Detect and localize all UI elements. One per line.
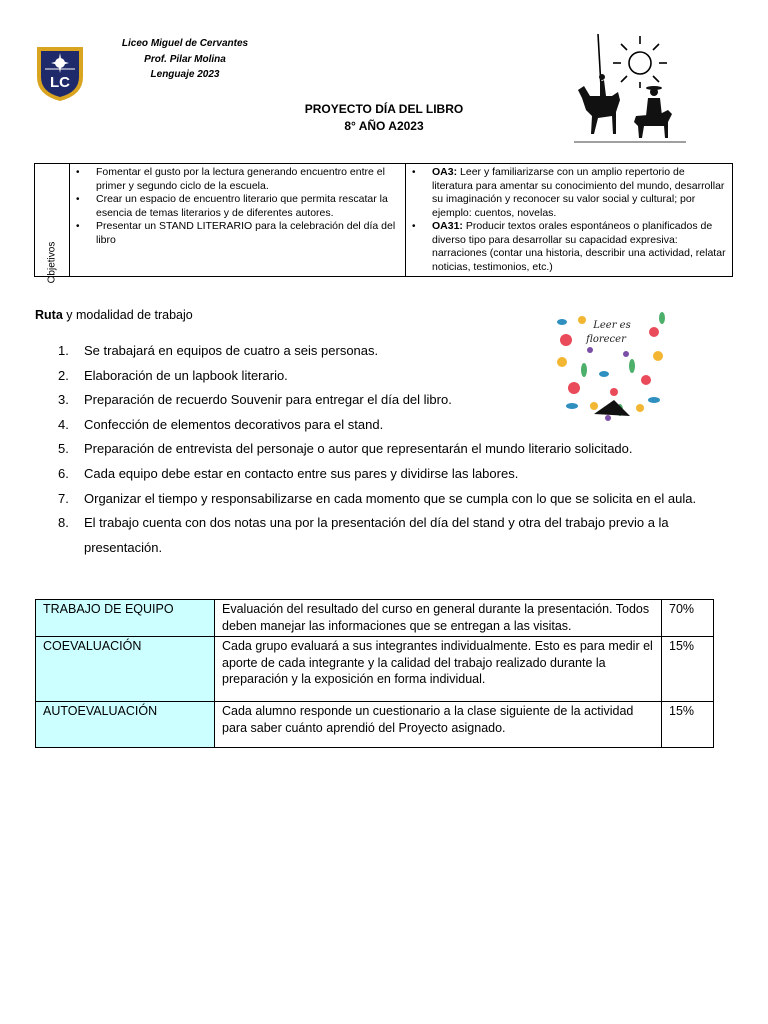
route-item [58,462,718,487]
oa31-text: Producir textos orales espontáneos o planificados de diverso tipo para desarrollar su capacidad expresiva: narraciones (contar una historia, describir una actividad, relatar noticias, testimonios, etc.) [432,220,726,273]
route-item-text: Preparación de entrevista del personaje o autor que representarán el mundo literario solicitado. [84,441,633,457]
evaluation-table [35,599,714,748]
route-heading-rest: y modalidad de trabajo [62,308,193,322]
evaluation-percentage: 15% [662,702,714,748]
objectives-table [34,163,733,284]
evaluation-label: AUTOEVALUACIÓN [36,702,215,748]
general-objectives-cell [70,164,406,277]
route-item-text: Se trabajará en equipos de cuatro a seis personas. [84,343,379,358]
grade-subtitle: 8° AÑO A2023 [344,119,424,133]
route-heading [35,308,193,322]
route-item-text: Elaboración de un lapbook literario. [84,367,288,383]
evaluation-percentage: 15% [662,637,714,702]
oa3-code: OA3: [432,166,458,178]
route-item-number: 8. [58,515,69,531]
route-item-text: El trabajo cuenta con dos notas una por la presentación del día del stand y otra del trabajo previo a la presentación. [84,515,669,555]
route-item [58,413,718,438]
route-item [58,437,718,462]
evaluation-row [36,637,714,702]
oa3-text: Leer y familiarizarse con un amplio repertorio de literatura para amentar su conocimiento del mundo, desarrollar su imaginación y reconocer su valor social y cultural; por ejemplo: cuentos, novelas. [432,166,725,219]
school-name: Liceo Miguel de Cervantes [121,38,249,49]
school-logo [33,43,87,103]
evaluation-row [36,600,714,637]
curriculum-objective-oa3 [432,166,728,220]
general-objective-item: • Fomentar el gusto por la lectura generando encuentro entre el primer y segundo ciclo de la escuela. [96,166,401,193]
route-item-text: Preparación de recuerdo Souvenir para entregar el día del libro. [84,392,452,408]
illustration-text-line2: florecer [586,334,626,345]
evaluation-description: Cada alumno responde un cuestionario a la clase siguiente de la actividad para saber cuánto aprendió del Proyecto asignado. [215,702,662,748]
route-item-number: 4. [58,416,69,432]
route-item-number: 3. [58,392,69,408]
teacher-name: Prof. Pilar Molina [144,53,226,65]
route-item-text: Cada equipo debe estar en contacto entre sus pares y dividirse las labores. [84,465,519,481]
route-item [58,339,718,364]
general-objective-item: • Presentar un STAND LITERARIO para la celebración del día del libro [96,220,401,247]
route-item [58,364,718,389]
school-header [100,36,270,83]
objectives-label-cell [35,164,70,284]
route-item [58,487,718,512]
evaluation-percentage: 70% [662,600,714,637]
evaluation-description: Cada grupo evaluará a sus integrantes individualmente. Esto es para medir el aporte de cada integrante y la calidad del trabajo realizado durante la preparación y la exposición en forma individual. [215,637,662,702]
route-item-number: 7. [58,490,69,506]
route-list [58,339,718,560]
objectives-label: Objetivos [46,241,58,284]
evaluation-description: Evaluación del resultado del curso en general durante la presentación. Todos deben manejar las informaciones que se entregan a las visitas. [215,600,662,637]
route-item [58,388,718,413]
svg-text:LC: LC [50,74,70,91]
project-title: PROYECTO DÍA DEL LIBRO [304,102,464,116]
route-item-text: Confección de elementos decorativos para el stand. [84,416,384,432]
curriculum-objective-oa31 [432,220,728,274]
route-item-text: Organizar el tiempo y responsabilizarse en cada momento que se cumpla con lo que se solicita en el aula. [84,490,697,506]
evaluation-row [36,702,714,748]
route-item [58,511,718,560]
route-item-number: 1. [58,343,69,358]
document-title [234,101,534,135]
don-quijote-illustration [568,30,698,158]
route-item-number: 2. [58,367,69,383]
curriculum-objectives-cell [406,164,733,277]
general-objective-item: • Crear un espacio de encuentro literario que permita rescatar la esencia de temas literarios y de diferentes autores. [96,193,401,220]
subject-year: Lenguaje 2023 [150,69,220,80]
oa31-code: OA31: [432,220,463,232]
route-heading-bold: Ruta [35,308,63,322]
evaluation-label: TRABAJO DE EQUIPO [36,600,215,637]
route-item-number: 6. [58,465,69,481]
illustration-text-line1: Leer es [593,320,631,331]
route-item-number: 5. [58,441,69,457]
evaluation-label: COEVALUACIÓN [36,637,215,702]
